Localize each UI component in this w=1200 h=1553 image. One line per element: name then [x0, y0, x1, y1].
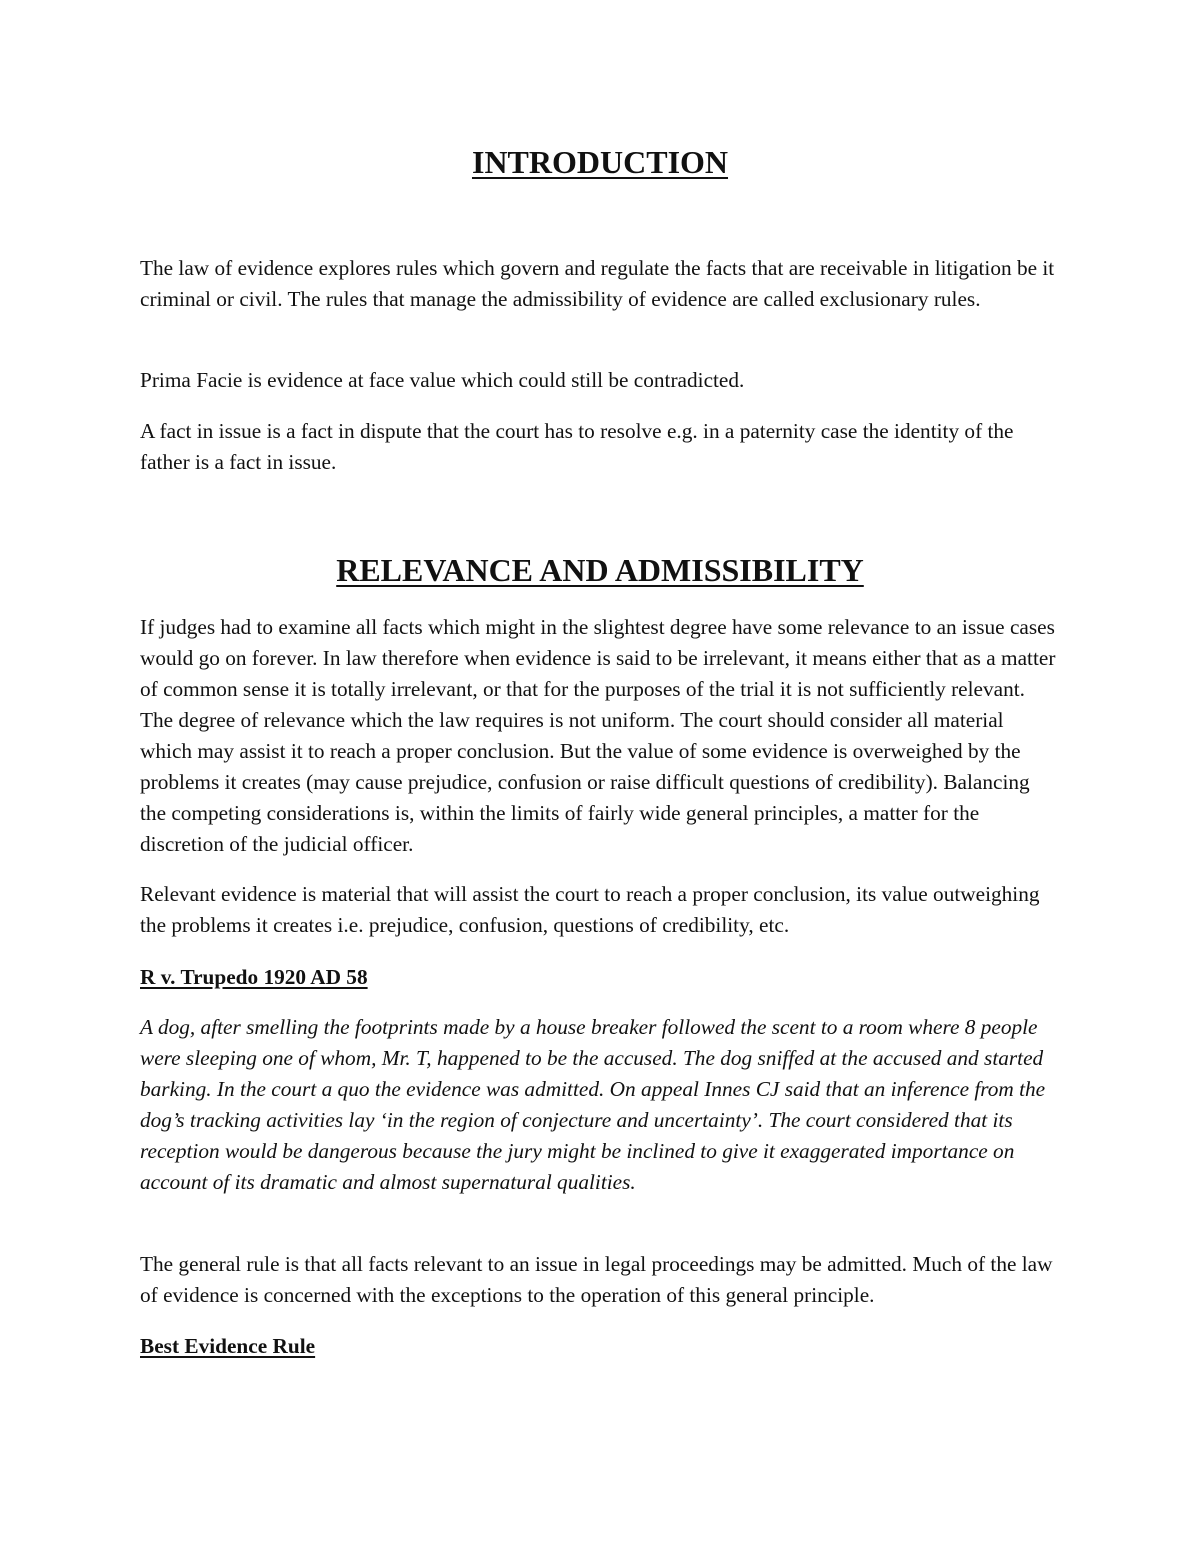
introduction-heading: INTRODUCTION — [471, 144, 729, 180]
case-title: R v. Trupedo 1920 AD 58 — [140, 965, 368, 989]
intro-paragraph-1: The law of evidence explores rules which govern and regulate the facts that are receivable in litigation be it criminal or civil. The rules that manage the admissibility of evidence are called exclusionary rules. — [140, 256, 1055, 311]
case-summary: A dog, after smelling the footprints made by a house breaker followed the scent to a room where 8 people were sleeping one of whom, Mr. T, happened to be the accused. The dog sniffed at the accused and started barking. In the court a quo the evidence was admitted. On appeal Innes CJ said that an inference from the dog’s tracking activities lay ‘in the region of conjecture and uncertainty’. The court considered that its reception would be dangerous because the jury might be inclined to give it exaggerated importance on account of its dramatic and almost supernatural qualities. — [140, 1015, 1046, 1194]
best-evidence-rule-heading: Best Evidence Rule — [140, 1334, 316, 1358]
intro-paragraph-2: Prima Facie is evidence at face value which could still be contradicted. — [140, 368, 745, 392]
relevance-paragraph-3: The general rule is that all facts relevant to an issue in legal proceedings may be admitted. Much of the law of evidence is concerned with the exceptions to the operation of this general principle. — [140, 1252, 1053, 1307]
intro-paragraph-3: A fact in issue is a fact in dispute that the court has to resolve e.g. in a paternity case the identity of the father is a fact in issue. — [140, 419, 1014, 474]
relevance-paragraph-1: If judges had to examine all facts which might in the slightest degree have some relevance to an issue cases would go on forever. In law therefore when evidence is said to be irrelevant, it means either that as a matter of common sense it is totally irrelevant, or that for the purposes of the trial it is not sufficiently relevant. The degree of relevance which the law requires is not uniform. The court should consider all material which may assist it to reach a proper conclusion. But the value of some evidence is overweighed by the problems it creates (may cause prejudice, confusion or raise difficult questions of credibility). Balancing the competing considerations is, within the limits of fairly wide general principles, a matter for the discretion of the judicial officer. — [140, 615, 1056, 856]
relevance-paragraph-2: Relevant evidence is material that will assist the court to reach a proper conclusion, its value outweighing the problems it creates i.e. prejudice, confusion, questions of credibility, etc. — [140, 882, 1040, 937]
relevance-heading: RELEVANCE AND ADMISSIBILITY — [336, 552, 864, 588]
